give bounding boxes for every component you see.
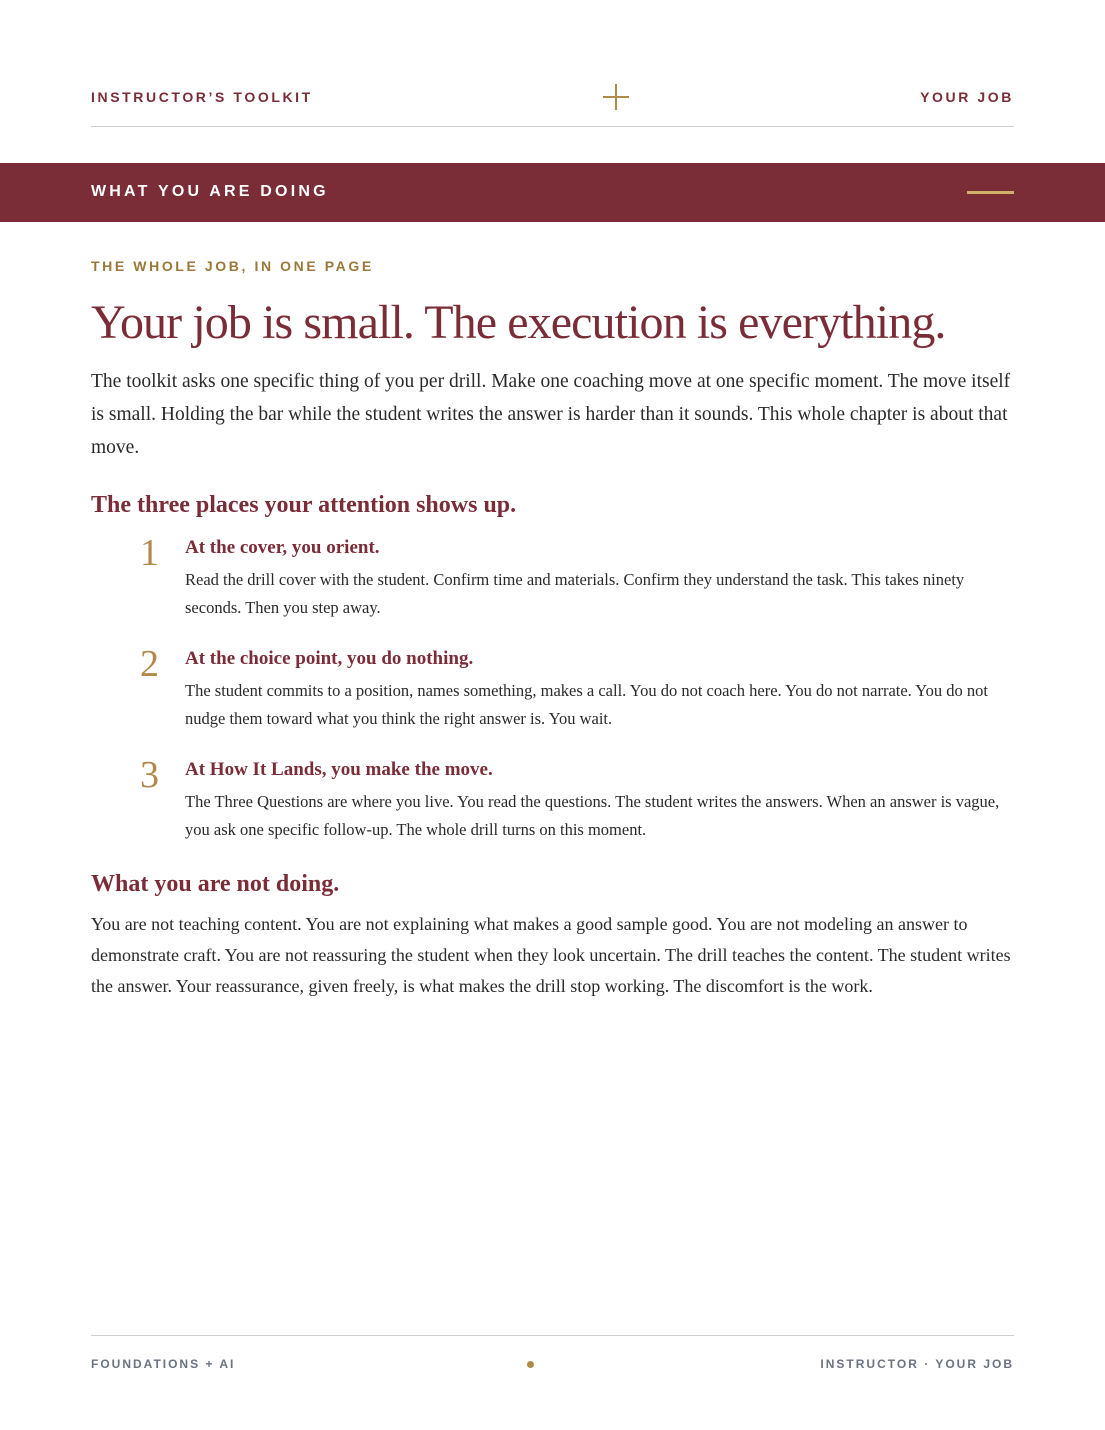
list-item [91, 754, 1014, 844]
step-body: The student commits to a position, names something, makes a call. You do not coach here. You do not narrate. You do not nudge them toward what you think the right answer is. You wait. [185, 681, 988, 728]
step-number: 3 [140, 754, 159, 796]
step-body: The Three Questions are where you live. You read the questions. The student writes the answers. When an answer is vague, you ask one specific follow-up. The whole drill turns on this moment. [185, 792, 1000, 839]
step-number: 1 [140, 532, 159, 574]
plus-ornament-icon [603, 84, 629, 110]
step-title: At the cover, you orient. [185, 537, 380, 558]
step-title: At How It Lands, you make the move. [185, 759, 493, 780]
list-item [91, 643, 1014, 733]
step-number: 2 [140, 643, 159, 685]
eyebrow-label: THE WHOLE JOB, IN ONE PAGE [91, 258, 374, 274]
step-title: At the choice point, you do nothing. [185, 648, 474, 669]
step-body: Read the drill cover with the student. Confirm time and materials. Confirm they understand the task. This takes ninety seconds. Then you step away. [185, 570, 965, 617]
dot-ornament-icon [527, 1361, 534, 1368]
header-toolkit-label: INSTRUCTOR’S TOOLKIT [91, 89, 313, 105]
band-title: WHAT YOU ARE DOING [91, 183, 329, 200]
page-footer [91, 1335, 1014, 1376]
footer-section-label: INSTRUCTOR · YOUR JOB [820, 1357, 1014, 1371]
steps-list [91, 532, 1014, 844]
list-item [91, 532, 1014, 622]
section-title-attention: The three places your attention shows up. [91, 492, 517, 518]
footer-series-label: FOUNDATIONS + AI [91, 1357, 236, 1371]
page-title: Your job is small. The execution is everything. [91, 296, 946, 349]
band-rule-decoration [967, 191, 1014, 194]
section-title-not-doing: What you are not doing. [91, 871, 340, 897]
page-header [91, 78, 1014, 127]
main-content [91, 258, 1014, 1002]
intro-paragraph: The toolkit asks one specific thing of you per drill. Make one coaching move at one specific moment. The move itself is small. Holding the bar while the student writes the answer is harder than it sounds. This whole chapter is about that move. [91, 371, 1011, 458]
header-section-label: YOUR JOB [920, 89, 1014, 105]
closing-paragraph: You are not teaching content. You are not explaining what makes a good sample good. You are not modeling an answer to demonstrate craft. You are not reassuring the student when they look uncertain. The drill teaches the content. The student writes the answer. Your reassurance, given freely, is what makes the drill stop working. The discomfort is the work. [91, 914, 1011, 996]
section-band [0, 163, 1105, 222]
